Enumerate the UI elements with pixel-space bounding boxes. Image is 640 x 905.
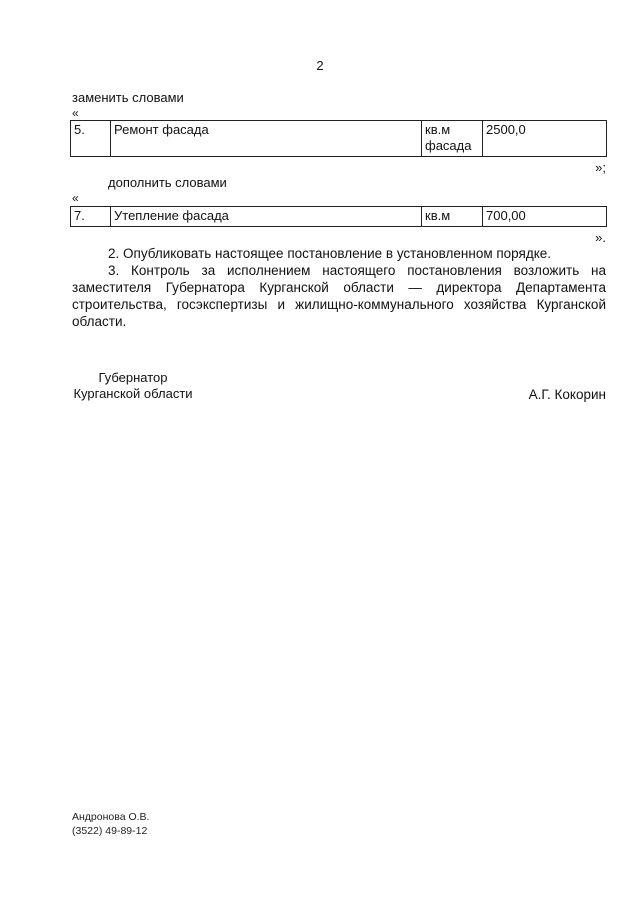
add-table: [70, 206, 607, 227]
signature-title: [72, 370, 194, 402]
table-cell-unit: кв.м: [422, 207, 483, 227]
close-quote-1: »;: [595, 160, 606, 175]
open-quote-2: «: [72, 191, 79, 205]
table-cell-value: 2500,0: [483, 121, 607, 157]
table-cell-unit: кв.м фасада: [422, 121, 483, 157]
table-cell-name: Утепление фасада: [111, 207, 422, 227]
footer-contact: [72, 810, 149, 838]
replace-label: заменить словами: [72, 90, 184, 105]
table-cell-value: 700,00: [483, 207, 607, 227]
signature-title-line2: Курганской области: [73, 386, 193, 401]
replace-table: [70, 120, 607, 157]
item-3: 3. Контроль за исполнением настоящего постановления возложить на заместителя Губернатора Курганской области — директора Департамента строительства, госэкспертизы и жилищно-коммунального хозяйства Курганской области.: [72, 263, 606, 329]
resolution-body: [72, 245, 606, 330]
page-number: 2: [316, 58, 324, 73]
table-cell-name: Ремонт фасада: [111, 121, 422, 157]
signature-name: А.Г. Кокорин: [528, 387, 606, 402]
table-cell-num: 5.: [71, 121, 111, 157]
add-label: дополнить словами: [108, 175, 227, 190]
item-2: 2. Опубликовать настоящее постановление в установленном порядке.: [108, 246, 552, 261]
open-quote-1: «: [72, 106, 79, 120]
table-cell-num: 7.: [71, 207, 111, 227]
table-row: [71, 207, 607, 227]
footer-author: Андронова О.В.: [72, 811, 150, 823]
footer-phone: (3522) 49-89-12: [72, 825, 148, 837]
signature-title-line1: Губернатор: [98, 370, 168, 385]
table-row: [71, 121, 607, 157]
close-quote-2: ».: [595, 230, 606, 245]
